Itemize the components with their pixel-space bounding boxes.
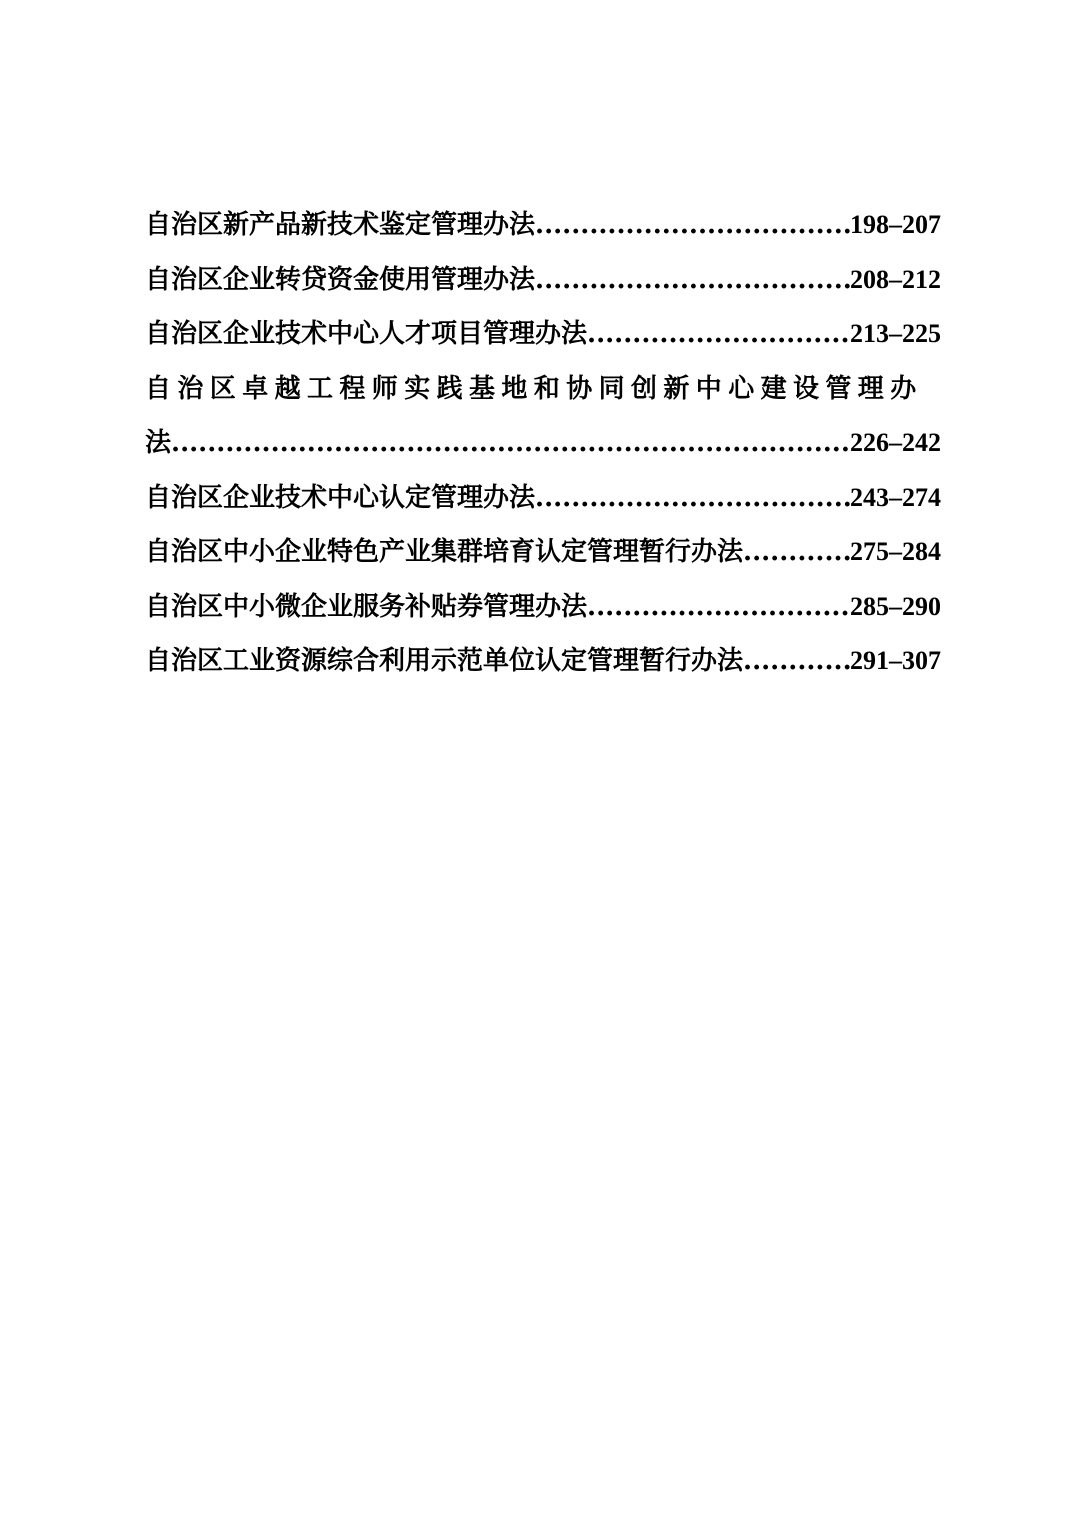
toc-dot-leader — [535, 471, 850, 526]
toc-entry — [145, 525, 941, 580]
toc-entry-pages: 275–284 — [850, 537, 941, 566]
toc-entry-title: 自治区中小企业特色产业集群培育认定管理暂行办法 — [145, 537, 744, 567]
toc-dot-leader — [535, 198, 850, 253]
toc-entry — [145, 471, 941, 526]
toc-entry-title: 自治区企业技术中心认定管理办法 — [145, 482, 536, 513]
toc-entry-pages: 285–290 — [850, 591, 941, 621]
toc-dot-leader — [535, 253, 850, 308]
toc-entry-continuation — [145, 416, 941, 471]
toc-entry — [145, 307, 941, 362]
toc-entry — [145, 253, 941, 308]
toc-dot-leader — [587, 307, 850, 362]
toc-entry — [145, 198, 941, 253]
toc-entry-title: 自治区企业技术中心人才项目管理办法 — [145, 319, 588, 349]
toc-entry — [145, 362, 941, 471]
toc-entry-title: 自治区企业转贷资金使用管理办法 — [145, 264, 536, 295]
table-of-contents — [145, 198, 941, 689]
toc-entry-pages: 243–274 — [850, 482, 941, 512]
toc-entry — [145, 634, 941, 689]
toc-dot-leader — [743, 634, 850, 689]
toc-entry-title: 自治区新产品新技术鉴定管理办法 — [145, 210, 536, 240]
toc-entry — [145, 580, 941, 635]
toc-entry-pages: 226–242 — [850, 428, 941, 457]
toc-entry-pages: 291–307 — [850, 646, 941, 675]
toc-entry-title: 自治区工业资源综合利用示范单位认定管理暂行办法 — [145, 646, 744, 676]
toc-entry-pages: 198–207 — [850, 210, 941, 239]
toc-entry-pages: 208–212 — [850, 264, 941, 294]
toc-entry-title: 自治区中小微企业服务补贴券管理办法 — [145, 591, 588, 622]
toc-entry-pages: 213–225 — [850, 319, 941, 348]
toc-dot-leader — [587, 580, 850, 635]
toc-entry-title-continuation: 法 — [145, 428, 172, 458]
toc-dot-leader — [743, 525, 850, 580]
toc-entry-title: 自治区卓越工程师实践基地和协同创新中心建设管理办 — [145, 373, 923, 404]
toc-dot-leader — [171, 416, 850, 471]
